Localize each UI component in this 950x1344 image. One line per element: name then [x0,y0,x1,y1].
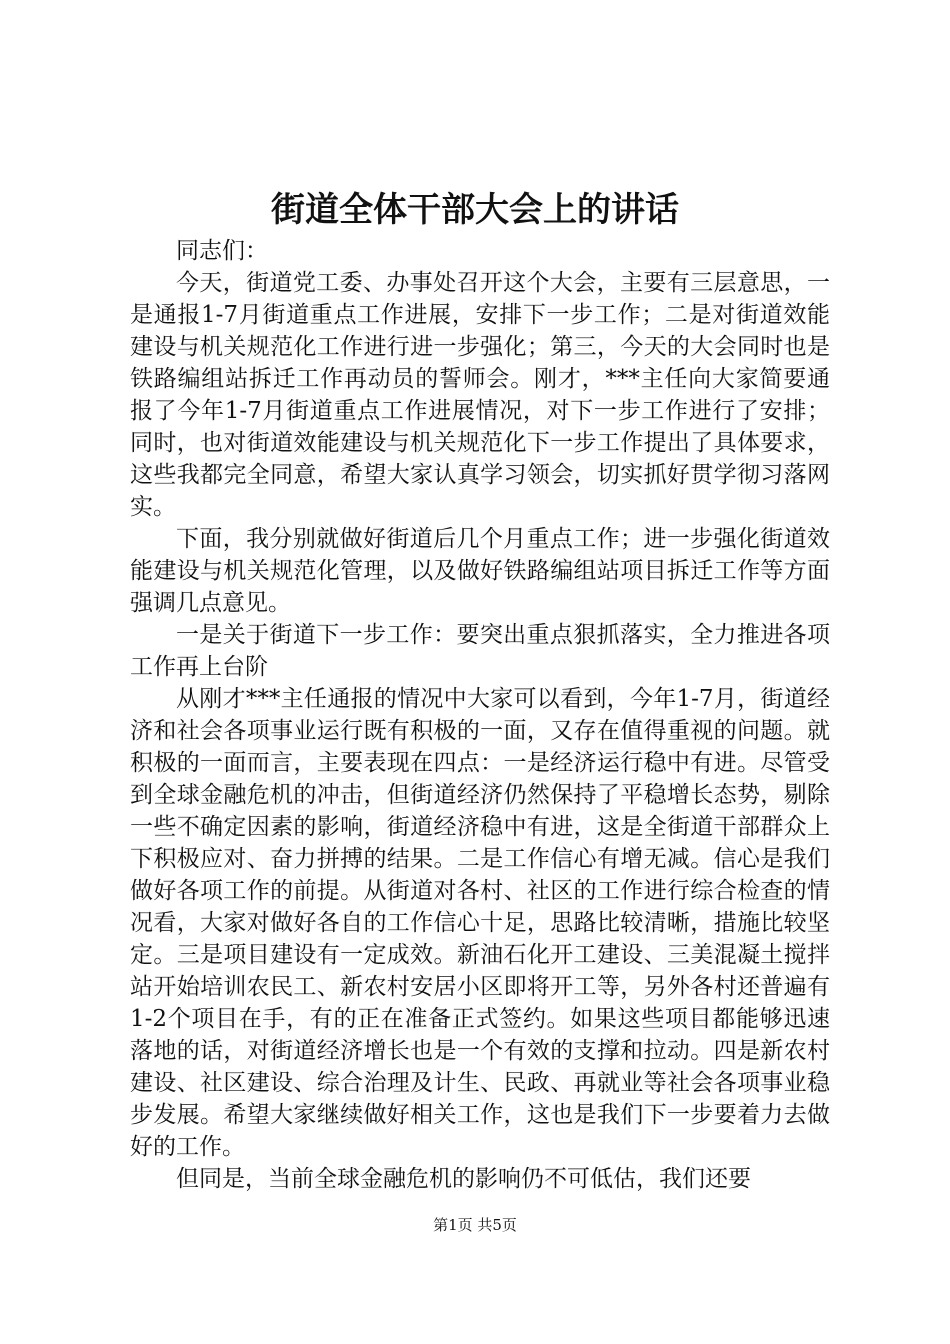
paragraph-salutation: 同志们： [176,238,268,264]
page-number-footer: 第1页 共5页 [433,1216,517,1234]
document-title: 街道全体干部大会上的讲话 [271,190,679,230]
paragraph-concerns: 但同是，当前全球金融危机的影响仍不可低估，我们还要 [176,1166,751,1192]
document-body [130,235,830,1195]
paragraph-progress-report: 从刚才***主任通报的情况中大家可以看到，今年1-7月，街道经济和社会各项事业运行既有积极的一面，又存在值得重视的问题。就积极的一面而言，主要表现在四点：一是经济运行稳中有进。尽管受到全球金融危机的冲击，但街道经济仍然保持了平稳增长态势，剔除一些不确定因素的影响，街道经济稳中有进，这是全街道干部群众上下积极应对、奋力拼搏的结果。二是工作信心有增无减。信心是我们做好各项工作的前提。从街道对各村、社区的工作进行综合检查的情况看，大家对做好各自的工作信心十足，思路比较清晰，措施比较坚定。三是项目建设有一定成效。新油石化开工建设、三美混凝土搅拌站开始培训农民工、新农村安居小区即将开工等，另外各村还普遍有1-2个项目在手，有的正在准备正式签约。如果这些项目都能够迅速落地的话，对街道经济增长也是一个有效的支撑和拉动。四是新农村建设、社区建设、综合治理及计生、民政、再就业等社会各项事业稳步发展。希望大家继续做好相关工作，这也是我们下一步要着力去做好的工作。 [130,686,830,1160]
paragraph-outline: 下面，我分别就做好街道后几个月重点工作；进一步强化街道效能建设与机关规范化管理，以及做好铁路编组站项目拆迁工作等方面强调几点意见。 [130,526,830,616]
paragraph-section-heading: 一是关于街道下一步工作：要突出重点狠抓落实，全力推进各项工作再上台阶 [130,622,830,680]
paragraph-intro: 今天，街道党工委、办事处召开这个大会，主要有三层意思，一是通报1-7月街道重点工作进展，安排下一步工作；二是对街道效能建设与机关规范化工作进行进一步强化；第三，今天的大会同时也是铁路编组站拆迁工作再动员的誓师会。刚才，***主任向大家简要通报了今年1-7月街道重点工作进展情况，对下一步工作进行了安排；同时，也对街道效能建设与机关规范化下一步工作提出了具体要求，这些我都完全同意，希望大家认真学习领会，切实抓好贯学彻习落网实。 [130,270,830,520]
